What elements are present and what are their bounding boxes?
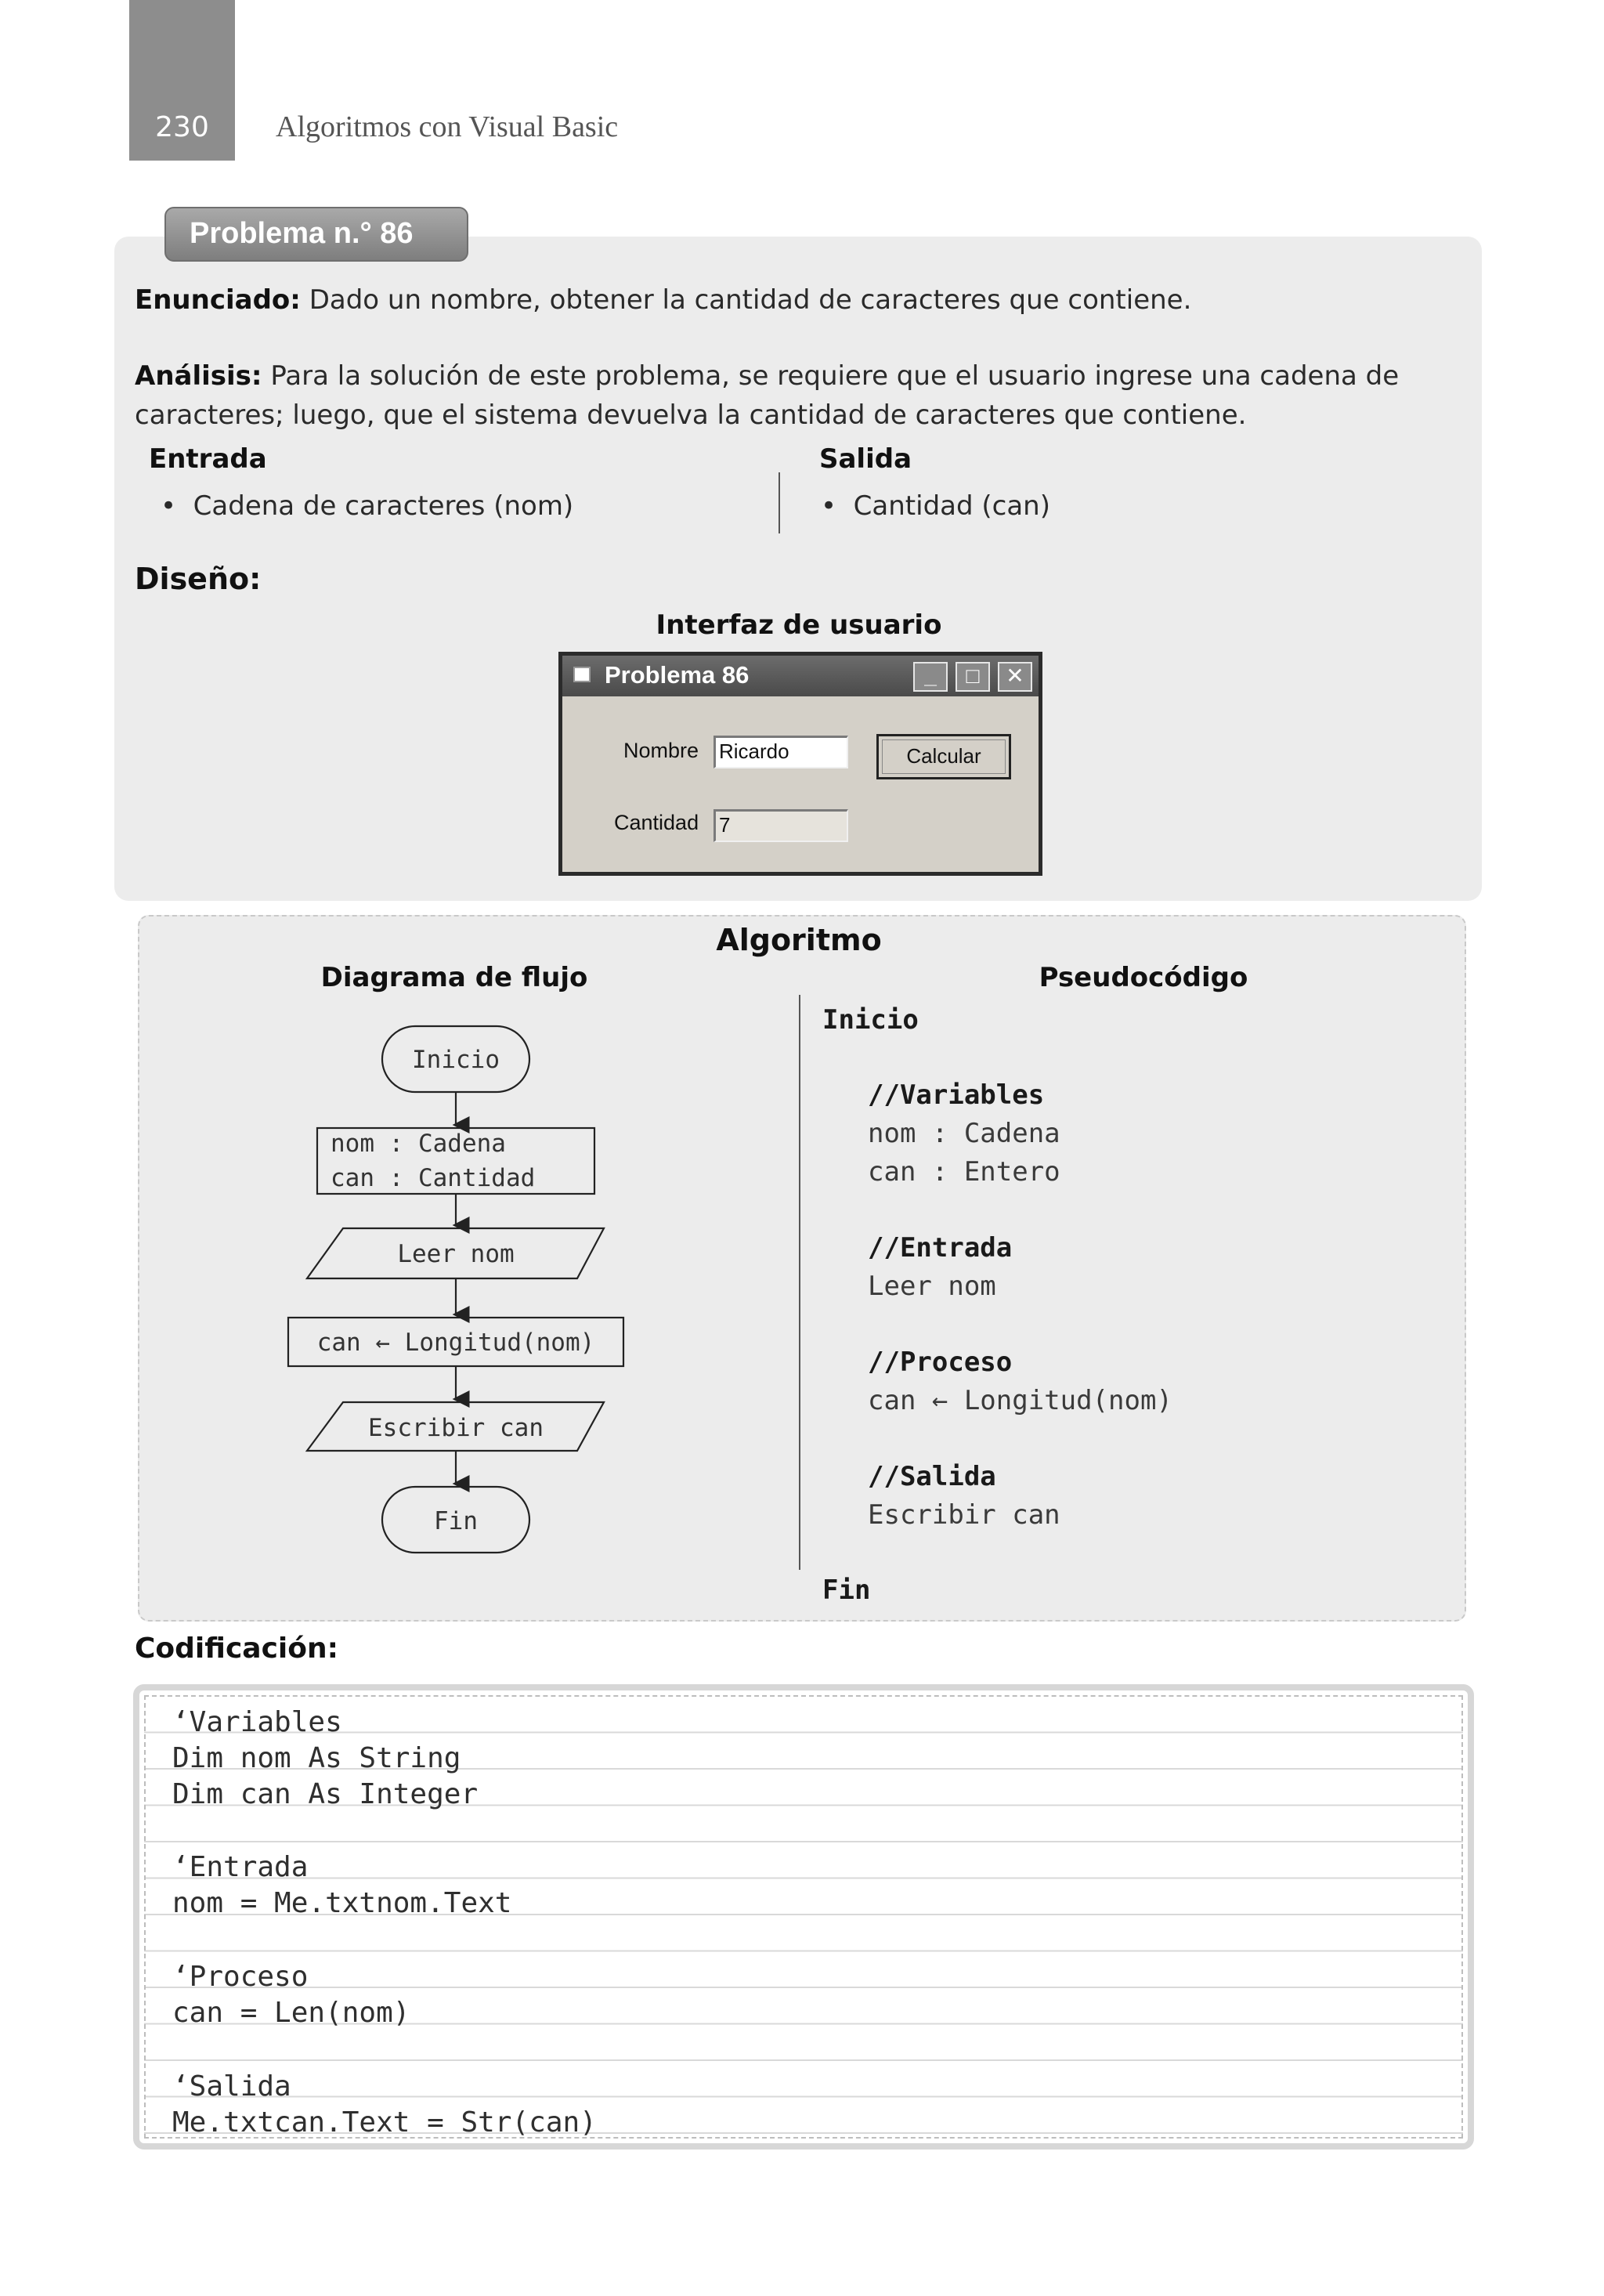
book-title: Algoritmos con Visual Basic (276, 110, 619, 143)
pseudo-fin: Fin (822, 1575, 871, 1606)
flowchart-title: Diagrama de flujo (320, 962, 588, 993)
pseudo-proc-comment: //Proceso (868, 1347, 1013, 1378)
flow-input-text: Leer nom (397, 1240, 515, 1268)
window-title: Problema 86 (605, 661, 750, 689)
salida-item: • Cantidad (can) (821, 490, 1050, 522)
pseudo-var-comment: //Variables (868, 1079, 1045, 1111)
algorithm-divider (799, 995, 800, 1570)
flow-decl1-text: nom : Cadena (331, 1130, 506, 1158)
code-box (133, 1684, 1474, 2150)
analisis-text: Para la solución de este problema, se requiere que el usuario ingrese una cadena de caracteres; luego, que el sistema devuelva la cantidad de caracteres que contiene. (135, 360, 1400, 431)
enunciado-text: Dado un nombre, obtener la cantidad de caracteres que contiene. (309, 284, 1192, 316)
bullet-icon: • (821, 490, 854, 522)
code-line: Dim can As Integer (172, 1778, 479, 1810)
flow-start-text: Inicio (412, 1046, 500, 1074)
flowchart (282, 1018, 642, 1567)
analisis (135, 356, 1474, 435)
code-line: nom = Me.txtnom.Text (172, 1887, 512, 1919)
code-line: ‘Salida (172, 2070, 291, 2103)
pseudo-out-comment: //Salida (868, 1461, 996, 1492)
maximize-icon[interactable]: □ (956, 662, 990, 692)
close-icon[interactable]: ✕ (998, 662, 1032, 692)
code-line: can = Len(nom) (172, 1997, 410, 2029)
flow-end-text: Fin (434, 1507, 478, 1535)
salida-heading: Salida (819, 443, 912, 475)
interfaz-title: Interfaz de usuario (656, 609, 942, 641)
enunciado (135, 284, 1466, 316)
pseudo-inicio: Inicio (822, 1004, 919, 1036)
analisis-label: Análisis: (135, 360, 262, 392)
calcular-button[interactable]: Calcular (876, 734, 1011, 779)
cantidad-label: Cantidad (614, 811, 699, 834)
entrada-heading: Entrada (149, 443, 267, 475)
flow-process-text: can ← Longitud(nom) (316, 1329, 595, 1357)
bullet-icon: • (161, 490, 193, 522)
pseudo-in-comment: //Entrada (868, 1232, 1013, 1264)
code-line: ‘Variables (172, 1706, 342, 1738)
vb-form-window (558, 652, 1042, 876)
pseudo-in1: Leer nom (868, 1271, 996, 1302)
io-divider (779, 472, 780, 533)
flow-output-text: Escribir can (368, 1414, 544, 1442)
code-area (144, 1695, 1463, 2139)
minimize-icon[interactable]: _ (913, 662, 948, 692)
pseudocode-title: Pseudocódigo (1039, 962, 1248, 993)
app-icon (573, 667, 591, 682)
page-number: 230 (155, 111, 209, 143)
nombre-label: Nombre (623, 739, 699, 762)
diseno-label: Diseño: (135, 562, 262, 596)
pseudo-out1: Escribir can (868, 1499, 1060, 1531)
nombre-input[interactable]: Ricardo (713, 736, 848, 768)
problem-badge: Problema n.° 86 (164, 207, 468, 262)
flow-decl2-text: can : Cantidad (331, 1164, 536, 1192)
code-line: ‘Entrada (172, 1851, 309, 1883)
window-titlebar (562, 656, 1039, 696)
cantidad-input[interactable]: 7 (713, 809, 848, 842)
codificacion-label: Codificación: (135, 1633, 339, 1665)
code-line: Me.txtcan.Text = Str(can) (172, 2106, 597, 2139)
pseudo-proc1: can ← Longitud(nom) (868, 1385, 1172, 1416)
code-line: ‘Proceso (172, 1961, 309, 1993)
algorithm-title: Algoritmo (716, 923, 882, 957)
enunciado-label: Enunciado: (135, 284, 301, 316)
code-line: Dim nom As String (172, 1742, 461, 1774)
pseudo-var2: can : Entero (868, 1156, 1060, 1188)
entrada-item: • Cadena de caracteres (nom) (161, 490, 574, 522)
pseudo-var1: nom : Cadena (868, 1118, 1060, 1149)
